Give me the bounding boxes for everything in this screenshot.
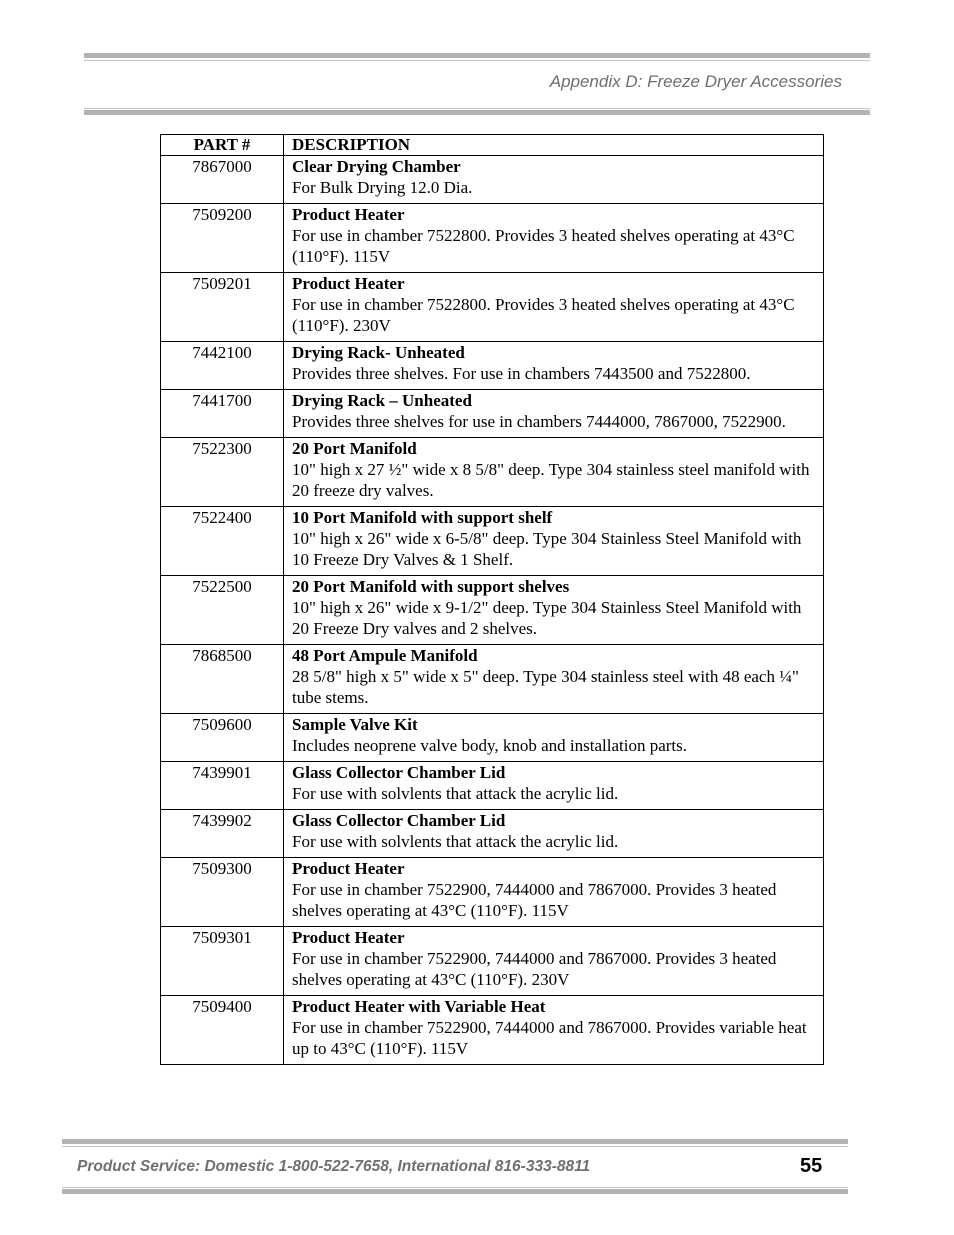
table-row [161,156,824,204]
part-number: 7509301 [161,927,284,996]
table-row [161,762,824,810]
part-number: 7439901 [161,762,284,810]
table-row [161,438,824,507]
description-cell [284,438,824,507]
item-name: Product Heater [292,205,405,224]
part-number: 7868500 [161,645,284,714]
part-number: 7441700 [161,390,284,438]
table-row [161,810,824,858]
table-row [161,273,824,342]
item-description: For use in chamber 7522800. Provides 3 heated shelves operating at 43°C (110°F). 230V [292,295,795,335]
item-name: Product Heater with Variable Heat [292,997,546,1016]
table-row [161,342,824,390]
header-title: Appendix D: Freeze Dryer Accessories [549,72,842,91]
header-rule-bottom-thin [84,108,870,109]
accessories-table [160,134,824,1065]
item-name: Product Heater [292,859,405,878]
table-row [161,645,824,714]
part-number: 7442100 [161,342,284,390]
item-description: Includes neoprene valve body, knob and installation parts. [292,736,687,755]
item-description: For use in chamber 7522900, 7444000 and 7867000. Provides variable heat up to 43°C (110°F). 115V [292,1018,807,1058]
item-name: 10 Port Manifold with support shelf [292,508,553,527]
item-name: 20 Port Manifold with support shelves [292,577,570,596]
part-number: 7509400 [161,996,284,1065]
item-name: Drying Rack- Unheated [292,343,465,362]
table-row [161,204,824,273]
description-cell [284,342,824,390]
table-row [161,714,824,762]
item-description: For use in chamber 7522900, 7444000 and 7867000. Provides 3 heated shelves operating at 43°C (110°F). 230V [292,949,777,989]
item-description: 10" high x 27 ½" wide x 8 5/8" deep. Type 304 stainless steel manifold with 20 freeze dry valves. [292,460,810,500]
column-header-part: PART # [161,135,284,156]
table-row [161,927,824,996]
description-cell [284,156,824,204]
table-row [161,858,824,927]
description-cell [284,204,824,273]
product-service-text: Product Service: Domestic 1-800-522-7658, International 816-333-8811 [77,1158,591,1175]
table-row [161,507,824,576]
item-description: For use with solvlents that attack the acrylic lid. [292,832,619,851]
table-row [161,576,824,645]
part-number: 7439902 [161,810,284,858]
description-cell [284,390,824,438]
item-description: For use in chamber 7522800. Provides 3 heated shelves operating at 43°C (110°F). 115V [292,226,795,266]
item-name: Drying Rack – Unheated [292,391,472,410]
part-number: 7509300 [161,858,284,927]
item-description: For use in chamber 7522900, 7444000 and 7867000. Provides 3 heated shelves operating at 43°C (110°F). 115V [292,880,777,920]
item-description: Provides three shelves. For use in chambers 7443500 and 7522800. [292,364,751,383]
description-cell [284,507,824,576]
header-rule-top [84,53,870,58]
item-description: For use with solvlents that attack the acrylic lid. [292,784,619,803]
item-name: 48 Port Ampule Manifold [292,646,478,665]
column-header-description: DESCRIPTION [284,135,824,156]
part-number: 7509201 [161,273,284,342]
part-number: 7509200 [161,204,284,273]
description-cell [284,714,824,762]
footer-rule-top-thin [62,1146,848,1147]
part-number: 7522300 [161,438,284,507]
item-name: Product Heater [292,274,405,293]
item-description: For Bulk Drying 12.0 Dia. [292,178,473,197]
item-name: Glass Collector Chamber Lid [292,811,506,830]
item-description: 10" high x 26" wide x 6-5/8" deep. Type 304 Stainless Steel Manifold with 10 Freeze Dry Valves & 1 Shelf. [292,529,802,569]
description-cell [284,996,824,1065]
description-cell [284,762,824,810]
item-name: Product Heater [292,928,405,947]
header-rule-bottom [84,110,870,115]
item-description: Provides three shelves for use in chambers 7444000, 7867000, 7522900. [292,412,786,431]
item-name: 20 Port Manifold [292,439,417,458]
description-cell [284,576,824,645]
page-number: 55 [800,1155,823,1177]
item-description: 28 5/8" high x 5" wide x 5" deep. Type 304 stainless steel with 48 each ¼" tube stems. [292,667,799,707]
description-cell [284,645,824,714]
footer-rule-bottom-thin [62,1187,848,1188]
item-name: Glass Collector Chamber Lid [292,763,506,782]
header-rule-top-thin [84,60,870,61]
table-body [161,156,824,1065]
description-cell [284,273,824,342]
footer-rule-top [62,1139,848,1144]
description-cell [284,858,824,927]
part-number: 7867000 [161,156,284,204]
footer-rule-bottom [62,1189,848,1194]
description-cell [284,810,824,858]
item-description: 10" high x 26" wide x 9-1/2" deep. Type 304 Stainless Steel Manifold with 20 Freeze Dry valves and 2 shelves. [292,598,802,638]
part-number: 7522400 [161,507,284,576]
part-number: 7522500 [161,576,284,645]
table-row [161,996,824,1065]
table-row [161,390,824,438]
description-cell [284,927,824,996]
part-number: 7509600 [161,714,284,762]
item-name: Sample Valve Kit [292,715,418,734]
item-name: Clear Drying Chamber [292,157,461,176]
table-header-row [161,135,824,156]
